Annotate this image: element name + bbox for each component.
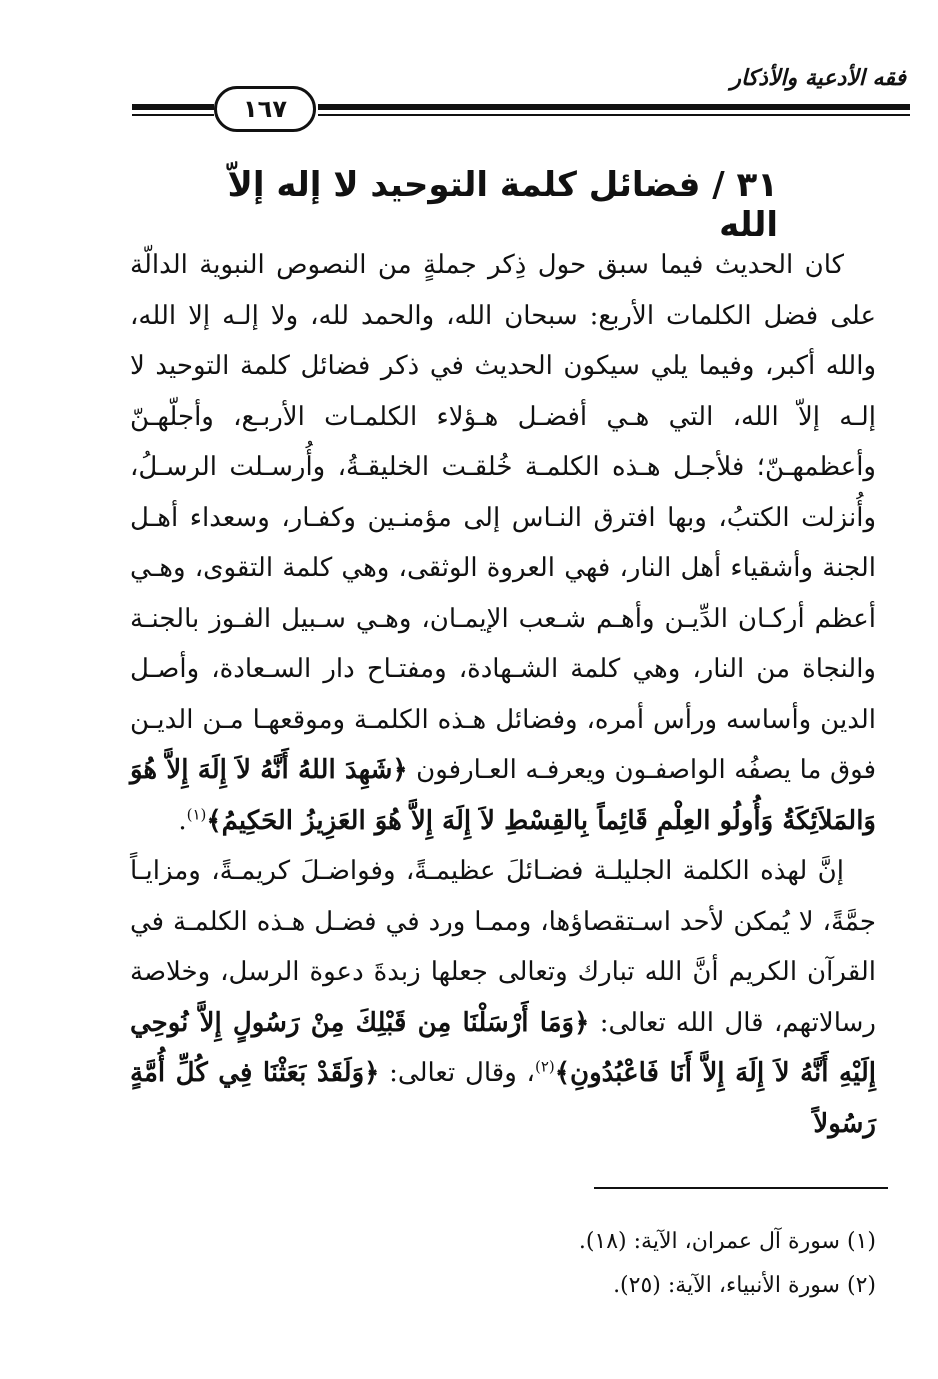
header-rule-thin-right: [318, 114, 910, 116]
footnote-item: (٢) سورة الأنبياء، الآية: (٢٥).: [613, 1273, 876, 1298]
quran-verse: ﴿وَمَا أَرْسَلْنَا مِن قَبْلِكَ مِنْ رَسُولٍ إِلاَّ نُوحِي إِلَيْهِ أَنَّهُ لاَ إِلَهَ إِلاَّ أَنَا فَاعْبُدُونِ﴾: [130, 1007, 876, 1088]
page-number: ١٦٧: [214, 86, 316, 132]
footnotes: [376, 1220, 876, 1308]
header-rule-thick-left: [132, 104, 214, 110]
footnote-reference: (١): [186, 804, 207, 823]
footnote-separator: [594, 1187, 888, 1189]
paragraph-text: ، وقال تعالى:: [379, 1058, 535, 1088]
paragraph: [130, 240, 876, 846]
footnote-reference: (٢): [534, 1057, 555, 1076]
quran-verse: ﴿وَلَقَدْ بَعَثْنَا فِي كُلِّ أُمَّةٍ رَسُولاً: [130, 1058, 876, 1139]
footnote-item: (١) سورة آل عمران، الآية: (١٨).: [578, 1229, 876, 1254]
chapter-title: ٣١ / فضائل كلمة التوحيد لا إله إلاّ الله: [227, 165, 778, 245]
running-header-book-title: فقه الأدعية والأذكار: [730, 66, 906, 91]
paragraph-end: .: [178, 805, 187, 836]
header-rule-thin-left: [132, 114, 214, 116]
paragraph-text: كان الحديث فيما سبق حول ذِكر جملةٍ من النصوص النبوية الدالّة على فضل الكلمات الأربع: سبحان الله، والحمد لله، ولا إلـه إلا الله، والله أكبر، وفيما يلي سيكون الحديث في ذكر فضائل كلمة التوحيد لا إلـه إلاّ الله، التي هـي أفضـل هـؤلاء الكلمـات الأربـع، وأجلّهـنّ وأعظمهـنّ؛ فلأجـل هـذه الكلمـة خُلقـت الخليقـةُ، وأُرسـلت الرسـلُ، وأُنزلت الكتبُ، وبها افترق النـاس إلى مؤمنـين وكفـار، وسعداء أهـل الجنة وأشقياء أهل النار، فهي العروة الوثقى، وهي كلمة التقوى، وهـي أعظم أركـان الدِّيـن وأهـم شـعب الإيمـان، وهـي سـبيل الفـوز بالجنـة والنجاة من النار، وهي كلمة الشـهادة، ومفتـاح دار السـعادة، وأصـل الدين وأساسه ورأس أمره، وفضائل هـذه الكلمـة وموقعهـا مـن الديـن فوق ما يصفُه الواصفـون ويعرفـه العـارفون: [130, 250, 876, 785]
paragraph: [130, 846, 876, 1149]
body-text: [130, 240, 876, 1149]
quran-verse: ﴿شَهِدَ اللهُ أَنَّهُ لاَ إِلَهَ إِلاَّ هُوَ وَالمَلاَئِكَةُ وَأُولُو العِلْمِ قَائِماً بِالقِسْطِ لاَ إِلَهَ إِلاَّ هُوَ العَزِيزُ الحَكِيمُ﴾: [130, 755, 876, 836]
header-rule-thick-right: [318, 104, 910, 110]
paragraph-text: إنَّ لهذه الكلمة الجليلـة فضـائلَ عظيمـةً، وفواضـلَ كريمـةً، ومزايـاً جمَّةً، لا يُمكن لأحد اسـتقصاؤها، وممـا ورد في فضـل هـذه الكلمـة في القرآن الكريم أنَّ الله تبارك وتعالى جعلها زبدةَ دعوة الرسل، وخلاصة رسالاتهم، قال الله تعالى:: [130, 856, 876, 1038]
